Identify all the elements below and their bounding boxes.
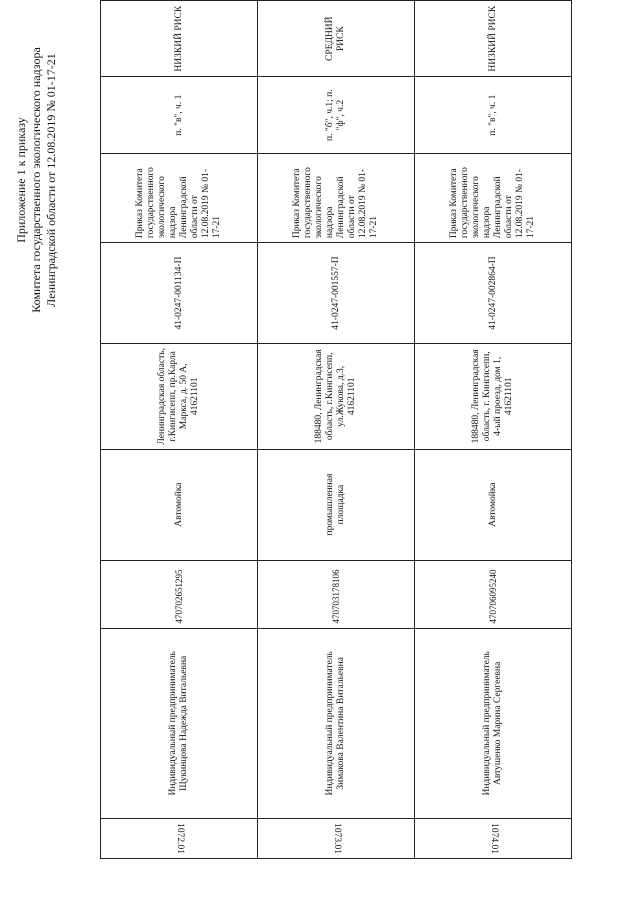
header-line-1: Приложение 1 к приказу <box>14 117 28 243</box>
entity-name: Индивидуальный предприниматель Автушенко Марина Сергеевна <box>415 628 572 819</box>
document-header <box>14 15 84 345</box>
row-number: 1074.01 <box>415 819 572 859</box>
order-reference: Приказ Комитета государственного экологического надзора Ленинградской области от 12.08.2019 № 01-17-21 <box>258 154 415 243</box>
object-type: Автомойка <box>101 449 258 560</box>
criteria-paragraph: п. "б", ч.1; п. "ф", ч.2 <box>258 77 415 154</box>
object-address: 188480, Ленинградская область, г.Кингисепп, ул.Жукова, д.3, 41621101 <box>258 343 415 449</box>
table-row <box>258 1 415 859</box>
criteria-paragraph: п. "в", ч. 1 <box>101 77 258 154</box>
registration-code: 41-0247-001557-П <box>258 243 415 344</box>
risk-category: СРЕДНИЙ РИСК <box>258 1 415 77</box>
object-address: 188480, Ленинградская область, г. Кингисепп, 4-ый проезд, дом 1, 41621101 <box>415 343 572 449</box>
inn-cell: 470703178106 <box>258 560 415 628</box>
risk-category: НИЗКИЙ РИСК <box>101 1 258 77</box>
registration-code: 41-0247-002864-П <box>415 243 572 344</box>
inn-cell: 470706095240 <box>415 560 572 628</box>
object-type: промышленная площадка <box>258 449 415 560</box>
risk-category: НИЗКИЙ РИСК <box>415 1 572 77</box>
row-number: 1072.01 <box>101 819 258 859</box>
object-type: Автомойка <box>415 449 572 560</box>
registration-code: 41-0247-001134-П <box>101 243 258 344</box>
order-reference: Приказ Комитета государственного экологического надзора Ленинградской области от 12.08.2019 № 01-17-21 <box>415 154 572 243</box>
criteria-paragraph: п. "в", ч. 1 <box>415 77 572 154</box>
table-row <box>101 1 258 859</box>
row-number: 1073.01 <box>258 819 415 859</box>
entity-name: Индивидуальный предприниматель Щукинцова Надежда Витальевна <box>101 628 258 819</box>
inn-cell: 470702651295 <box>101 560 258 628</box>
table-row <box>415 1 572 859</box>
entity-name: Индивидуальный предприниматель Зимакова Валентина Витальевна <box>258 628 415 819</box>
header-line-3: Ленинградской области от 12.08.2019 № 01-17-21 <box>44 53 58 307</box>
header-line-2: Комитета государственного экологического надзора <box>29 47 43 313</box>
registry-table <box>100 0 572 859</box>
order-reference: Приказ Комитета государственного экологического надзора Ленинградской области от 12.08.2019 № 01-17-21 <box>101 154 258 243</box>
object-address: Ленинградская область, г.Кингисепп, пр.Карла Маркса, д. 50 А, 41621101 <box>101 343 258 449</box>
